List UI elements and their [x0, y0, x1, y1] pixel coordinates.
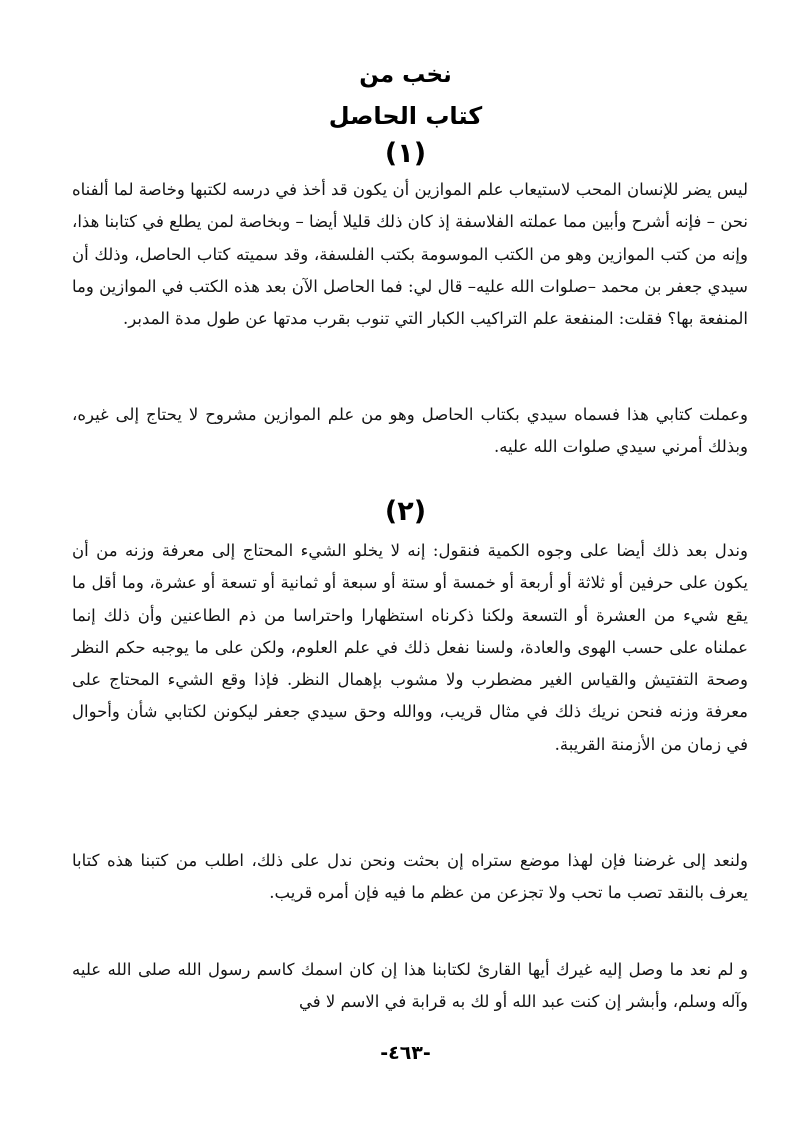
- paragraph: ولنعد إلى غرضنا فإن لهذا موضع ستراه إن بحثت ونحن ندل على ذلك، اطلب من كتبنا هذه كتابا يعرف بالنقد تصب ما تحب ولا تجزعن من عظم ما فيه فإن أمره قريب.: [72, 851, 748, 903]
- paragraph: ليس يضر للإنسان المحب لاستيعاب علم الموازين أن يكون قد أخذ في درسه لكتبها وخاصة لما ألفناه نحن – فإنه أشرح وأبين مما عملته الفلاسفة إذ كان ذلك قليلا أيضا – وبخاصة لمن يطلع في كتابنا هذا، وإنه من كتب الموازين وهو من الكتب الموسومة بكتب الفلسفة، وقد سميته كتاب الحاصل، وذلك أن سيدي جعفر بن محمد –صلوات الله عليه– قال لي: فما الحاصل الآن بعد هذه الكتب في الموازين وما المنفعة بها؟ فقلت: المنفعة علم التراكيب الكبار التي تنوب بقرب مدتها عن طول مدة المدبر.: [72, 180, 748, 329]
- page-number: -٤٦٣-: [380, 1042, 431, 1064]
- section-number-1: (١): [384, 138, 427, 169]
- paragraph: وعملت كتابي هذا فسماه سيدي بكتاب الحاصل وهو من علم الموازين مشروح لا يحتاج إلى غيره، وبذلك أمرني سيدي صلوات الله عليه.: [72, 405, 748, 457]
- paragraph: و لم نعد ما وصل إليه غيرك أيها القارئ لكتابنا هذا إن كان اسمك كاسم رسول الله صلى الله عليه وآله وسلم، وأبشر إن كنت عبد الله أو لك به قرابة في الاسم لا في: [72, 960, 748, 1012]
- section-number-2: (٢): [384, 496, 427, 527]
- paragraph: وندل بعد ذلك أيضا على وجوه الكمية فنقول: إنه لا يخلو الشيء المحتاج إلى معرفة وزنه من أن يكون على حرفين أو ثلاثة أو أربعة أو خمسة أو ستة أو سبعة أو ثمانية أو تسعة أو عشرة، وما أقل ما يقع شيء من العشرة أو التسعة ولكنا ذكرناه استظهارا واحتراسا من ذم الطاعنين وأن ذلك إنما عملناه على حسب الهوى والعادة، ولسنا نفعل ذلك في علم العلوم، ولكن على ما يوجبه حكم النظر وصحة التفتيش والقياس الغير مضطرب ولا مشوب بإهمال النظر. فإذا وقع الشيء المحتاج على معرفة وزنه فنحن نريك ذلك في مثال قريب، ووالله وحق سيدي جعفر ليكونن لكتابي شأن وأحوال في زمان من الأزمنة القريبة.: [72, 541, 748, 754]
- title-line-1: نخب من: [359, 62, 452, 88]
- title-line-2: كتاب الحاصل: [328, 102, 483, 130]
